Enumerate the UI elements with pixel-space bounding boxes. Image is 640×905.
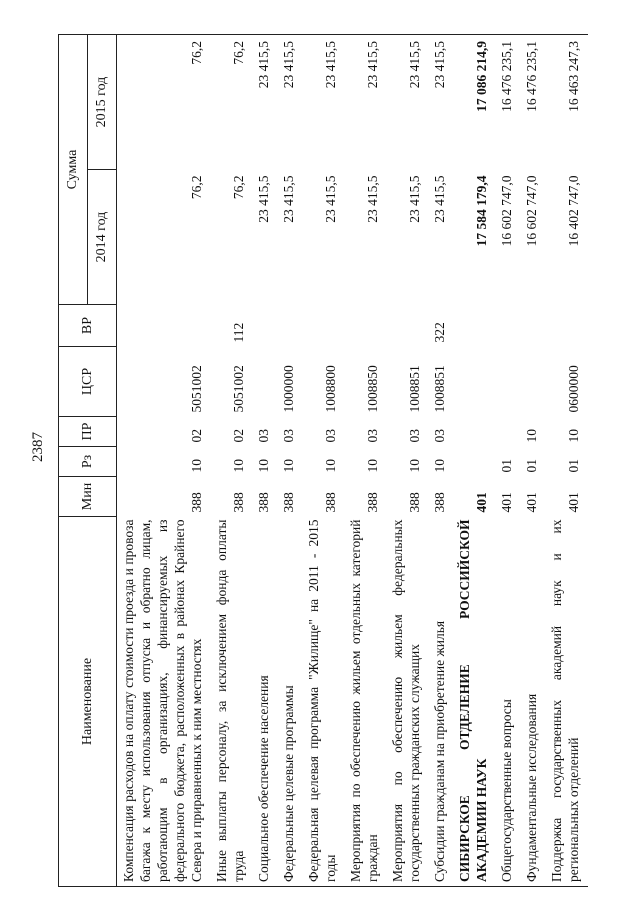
cell-csr: 0600000 — [566, 365, 581, 413]
header-rz: Рз — [59, 447, 117, 477]
cell-min: 388 — [189, 492, 204, 513]
cell-rz: 01 — [524, 459, 539, 473]
cell-min: 401 — [566, 492, 581, 513]
header-pr: ПР — [59, 417, 117, 447]
cell-2014: 23 415,5 — [323, 175, 338, 223]
cell-pr: 02 — [231, 429, 246, 443]
table-row — [545, 35, 588, 887]
cell-pr: 03 — [323, 429, 338, 443]
cell-min: 388 — [323, 492, 338, 513]
cell-2014: 76,2 — [189, 175, 204, 200]
cell-2015: 23 415,5 — [344, 35, 386, 170]
cell-pr: 10 — [566, 429, 581, 443]
cell-2014: 23 415,5 — [432, 175, 447, 223]
cell-rz — [453, 447, 495, 477]
table-row — [428, 35, 453, 887]
cell-csr: 1008851 — [407, 365, 422, 413]
cell-name: Федеральные целевые программы — [277, 517, 302, 887]
cell-csr — [453, 347, 495, 417]
cell-2014: 16 602 747,0 — [499, 175, 514, 247]
cell-vr — [344, 305, 386, 347]
cell-rz: 01 — [499, 459, 514, 473]
cell-2015: 16 476 235,1 — [495, 35, 520, 170]
header-2014: 2014 год — [88, 170, 117, 305]
cell-2014: 76,2 — [231, 175, 246, 200]
cell-name: Мероприятия по обеспечению жильем отдельных категорий граждан — [344, 517, 386, 887]
table-row — [302, 35, 344, 887]
header-sum: Сумма — [59, 35, 88, 305]
cell-2015: 76,2 — [210, 35, 252, 170]
cell-2015: 76,2 — [117, 35, 211, 170]
cell-name: Иные выплаты персоналу, за исключением фонда оплаты труда — [210, 517, 252, 887]
cell-min: 401 — [524, 492, 539, 513]
cell-2014: 23 415,5 — [281, 175, 296, 223]
cell-vr — [386, 305, 428, 347]
cell-rz: 10 — [323, 459, 338, 473]
cell-rz: 10 — [407, 459, 422, 473]
cell-2015: 23 415,5 — [386, 35, 428, 170]
cell-min: 388 — [281, 492, 296, 513]
cell-csr — [520, 347, 545, 417]
cell-pr: 03 — [256, 429, 271, 443]
cell-2014: 17 584 179,4 — [474, 175, 489, 247]
cell-name: Поддержка государственных академий наук и их региональных отделений — [545, 517, 588, 887]
table-row — [252, 35, 277, 887]
cell-vr — [520, 305, 545, 347]
cell-pr: 03 — [281, 429, 296, 443]
cell-2014: 16 602 747,0 — [524, 175, 539, 247]
cell-2015: 16 476 235,1 — [520, 35, 545, 170]
header-name: Наименование — [59, 517, 117, 887]
table-row — [117, 35, 211, 887]
cell-min: 388 — [256, 492, 271, 513]
cell-min: 388 — [407, 492, 422, 513]
cell-name: Компенсация расходов на оплату стоимости проезда и провоза багажа к месту использования отпуска и обратно лицам, работающим в организациях, финансируемых из федерального бюджета, расположенных в районах Крайнего Севера и приравненных к ним местностях — [117, 517, 211, 887]
cell-vr — [495, 305, 520, 347]
cell-vr — [545, 305, 588, 347]
cell-2015: 23 415,5 — [277, 35, 302, 170]
table-row — [210, 35, 252, 887]
table-row — [495, 35, 520, 887]
cell-vr: 322 — [432, 322, 447, 343]
cell-vr — [453, 305, 495, 347]
cell-pr — [495, 417, 520, 447]
cell-name: Федеральная целевая программа "Жилище" на 2011 - 2015 годы — [302, 517, 344, 887]
cell-csr: 5051002 — [189, 365, 204, 413]
cell-pr: 03 — [432, 429, 447, 443]
cell-name: Мероприятия по обеспечению жильем федеральных государственных гражданских служащих — [386, 517, 428, 887]
cell-min: 388 — [365, 492, 380, 513]
cell-pr: 03 — [407, 429, 422, 443]
budget-table — [58, 34, 588, 887]
cell-rz: 10 — [365, 459, 380, 473]
table-row — [344, 35, 386, 887]
cell-vr: 112 — [231, 322, 246, 343]
cell-csr: 5051002 — [231, 365, 246, 413]
cell-2015: 23 415,5 — [252, 35, 277, 170]
cell-2014: 23 415,5 — [256, 175, 271, 223]
cell-min: 401 — [499, 492, 514, 513]
cell-name: Субсидии гражданам на приобретение жилья — [428, 517, 453, 887]
cell-pr: 10 — [524, 429, 539, 443]
header-csr: ЦСР — [59, 347, 117, 417]
cell-2015: 16 463 247,3 — [545, 35, 588, 170]
cell-name: Общегосударственные вопросы — [495, 517, 520, 887]
cell-pr: 03 — [365, 429, 380, 443]
cell-2015: 23 415,5 — [302, 35, 344, 170]
cell-csr — [252, 347, 277, 417]
table-row — [277, 35, 302, 887]
cell-vr — [252, 305, 277, 347]
cell-csr: 1008850 — [365, 365, 380, 413]
cell-rz: 10 — [231, 459, 246, 473]
cell-pr — [453, 417, 495, 447]
table-row — [520, 35, 545, 887]
cell-csr — [495, 347, 520, 417]
cell-vr — [117, 305, 211, 347]
cell-name: Социальное обеспечение населения — [252, 517, 277, 887]
cell-vr — [277, 305, 302, 347]
cell-name: Фундаментальные исследования — [520, 517, 545, 887]
cell-rz: 01 — [566, 459, 581, 473]
cell-min: 388 — [432, 492, 447, 513]
cell-min: 388 — [231, 492, 246, 513]
table-body — [117, 35, 589, 887]
cell-2014: 23 415,5 — [365, 175, 380, 223]
cell-name: СИБИРСКОЕ ОТДЕЛЕНИЕ РОССИЙСКОЙ АКАДЕМИИ НАУК — [453, 517, 495, 887]
cell-2015: 23 415,5 — [428, 35, 453, 170]
cell-vr — [302, 305, 344, 347]
cell-2014: 23 415,5 — [407, 175, 422, 223]
header-min: Мин — [59, 477, 117, 517]
cell-2014: 16 402 747,0 — [566, 175, 581, 247]
table-row — [386, 35, 428, 887]
table-row — [453, 35, 495, 887]
header-vr: ВР — [59, 305, 117, 347]
cell-rz: 10 — [256, 459, 271, 473]
cell-min: 401 — [474, 492, 489, 513]
cell-csr: 1008851 — [432, 365, 447, 413]
cell-rz: 10 — [281, 459, 296, 473]
header-2015: 2015 год — [88, 35, 117, 170]
page-number: 2387 — [30, 432, 46, 462]
cell-pr: 02 — [189, 429, 204, 443]
cell-rz: 10 — [189, 459, 204, 473]
cell-rz: 10 — [432, 459, 447, 473]
cell-csr: 1000000 — [281, 365, 296, 413]
cell-2015: 17 086 214,9 — [453, 35, 495, 170]
cell-csr: 1008800 — [323, 365, 338, 413]
